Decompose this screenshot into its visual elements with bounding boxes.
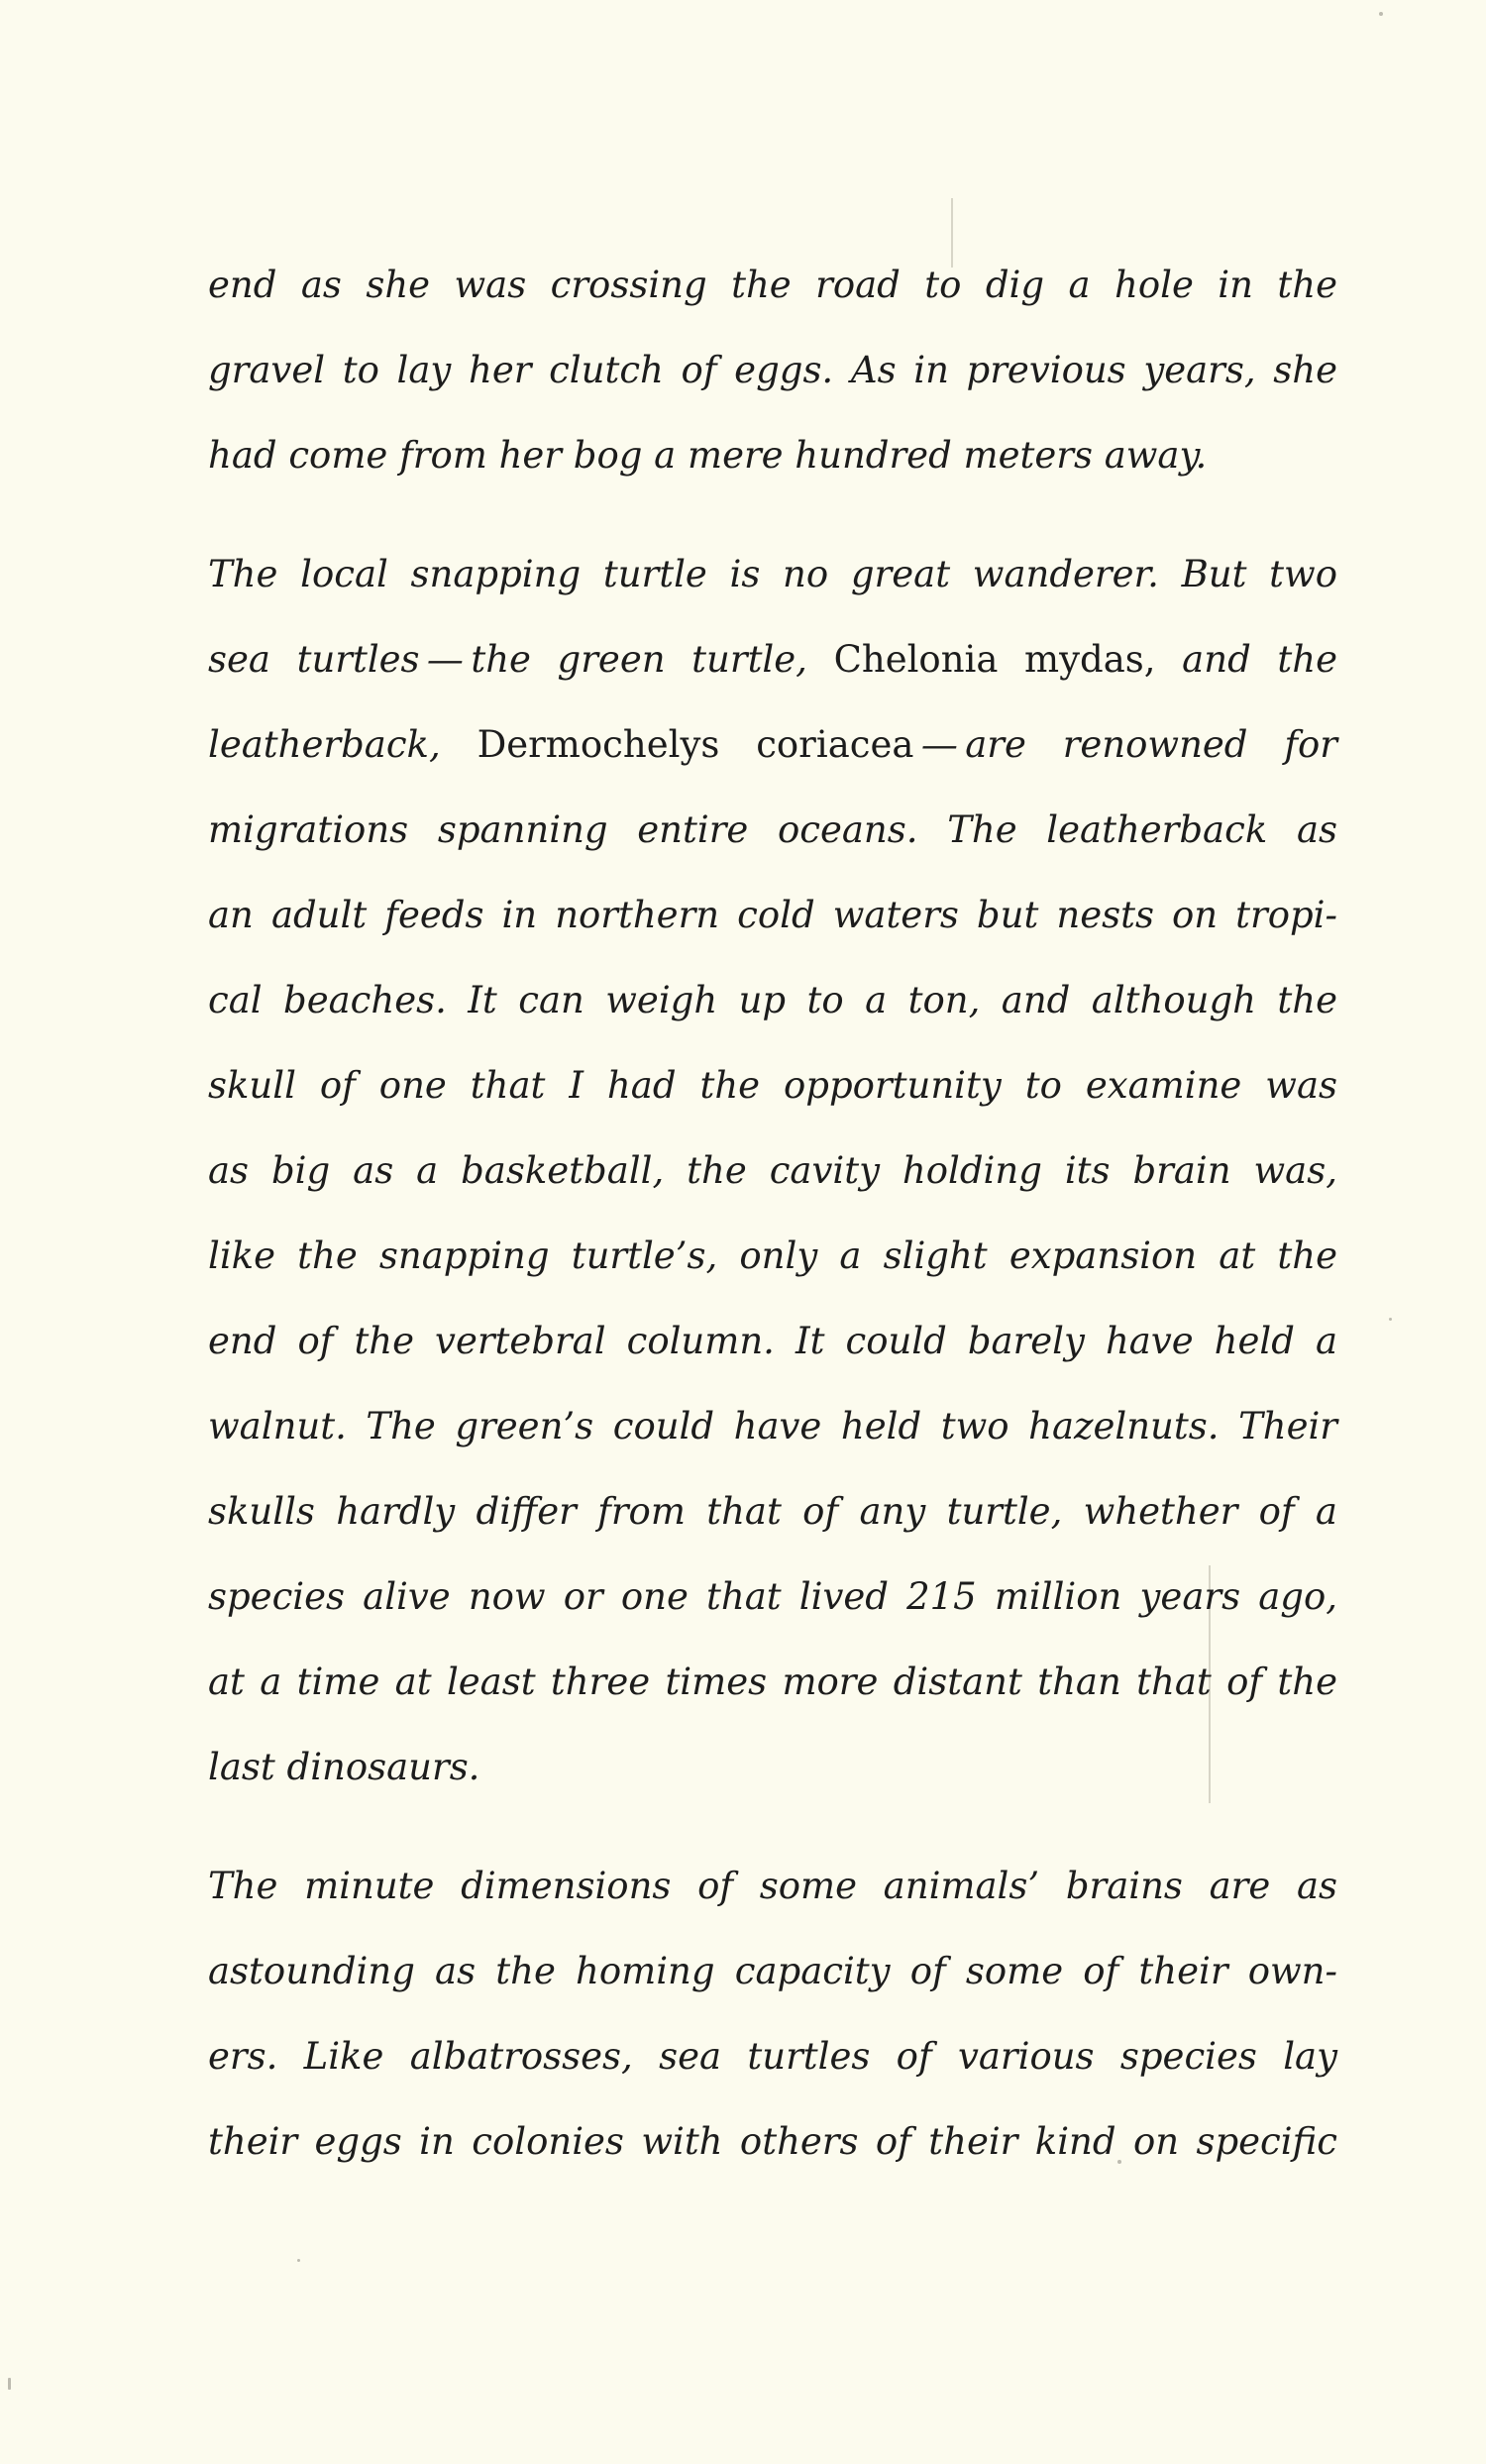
text-line [208,958,1337,1043]
text-run: had come from her bog a mere hundred meters away. [208,434,1208,477]
text-run: their eggs in colonies with others of their kind on specific [208,2120,1337,2163]
text-line [208,1844,1337,1929]
species-name-dermochelys-coriacea: Dermochelys coriacea [477,723,914,766]
text-run: like the snapping turtle’s, only a slight expansion at the [208,1234,1337,1277]
text-line [208,788,1337,873]
paper-speck [1389,1318,1392,1321]
text-run: astounding as the homing capacity of some of their own- [208,1950,1337,1992]
text-line [208,873,1337,958]
paragraph-2 [208,532,1337,1810]
paragraph-1 [208,243,1337,498]
text-run: and the [1155,638,1337,681]
text-run: at a time at least three times more distant than that of the [208,1661,1337,1703]
text-run: end of the vertebral column. It could barely have held a [208,1320,1337,1362]
text-run: last dinosaurs. [208,1746,480,1788]
text-line [208,413,1337,498]
paragraph-gap [208,498,1337,532]
text-run: an adult feeds in northern cold waters but nests on tropi- [208,894,1337,936]
text-run: The local snapping turtle is no great wanderer. But two [208,553,1337,595]
text-run: leatherback, [208,723,478,766]
text-line [208,1043,1337,1128]
text-run: The minute dimensions of some animals’ brains are as [208,1865,1337,1907]
text-line [208,1554,1337,1640]
text-run: gravel to lay her clutch of eggs. As in previous years, she [208,349,1337,391]
text-run: cal beaches. It can weigh up to a ton, and although the [208,979,1337,1021]
text-line [208,702,1337,788]
body-text [208,243,1337,2185]
paragraph-gap [208,1810,1337,1844]
text-line [208,1128,1337,1214]
text-line [208,1929,1337,2014]
text-line [208,328,1337,413]
text-line [208,617,1337,702]
paper-speck [297,2259,300,2262]
text-line [208,2099,1337,2185]
text-run: — are renowned for [913,723,1337,766]
text-line [208,1214,1337,1299]
text-line [208,1725,1337,1810]
text-run: sea turtles — the green turtle, [208,638,834,681]
text-run: migrations spanning entire oceans. The leatherback as [208,808,1337,851]
text-run: species alive now or one that lived 215 million years ago, [208,1575,1337,1618]
text-run: ers. Like albatrosses, sea turtles of various species lay [208,2035,1337,2078]
text-run: skulls hardly differ from that of any turtle, whether of a [208,1490,1337,1533]
paper-speck [1379,12,1383,16]
text-line [208,1299,1337,1384]
text-run: as big as a basketball, the cavity holding its brain was, [208,1149,1337,1192]
paper-speck [8,2378,11,2390]
paragraph-3 [208,1844,1337,2185]
species-name-chelonia-mydas: Chelonia mydas, [833,638,1156,681]
text-line [208,532,1337,617]
text-line [208,1384,1337,1469]
text-line [208,243,1337,328]
text-line [208,2014,1337,2099]
text-run: walnut. The green’s could have held two hazelnuts. Their [208,1405,1337,1447]
text-line [208,1469,1337,1554]
text-run: skull of one that I had the opportunity to examine was [208,1064,1337,1107]
text-run: end as she was crossing the road to dig a hole in the [208,264,1337,306]
text-line [208,1640,1337,1725]
